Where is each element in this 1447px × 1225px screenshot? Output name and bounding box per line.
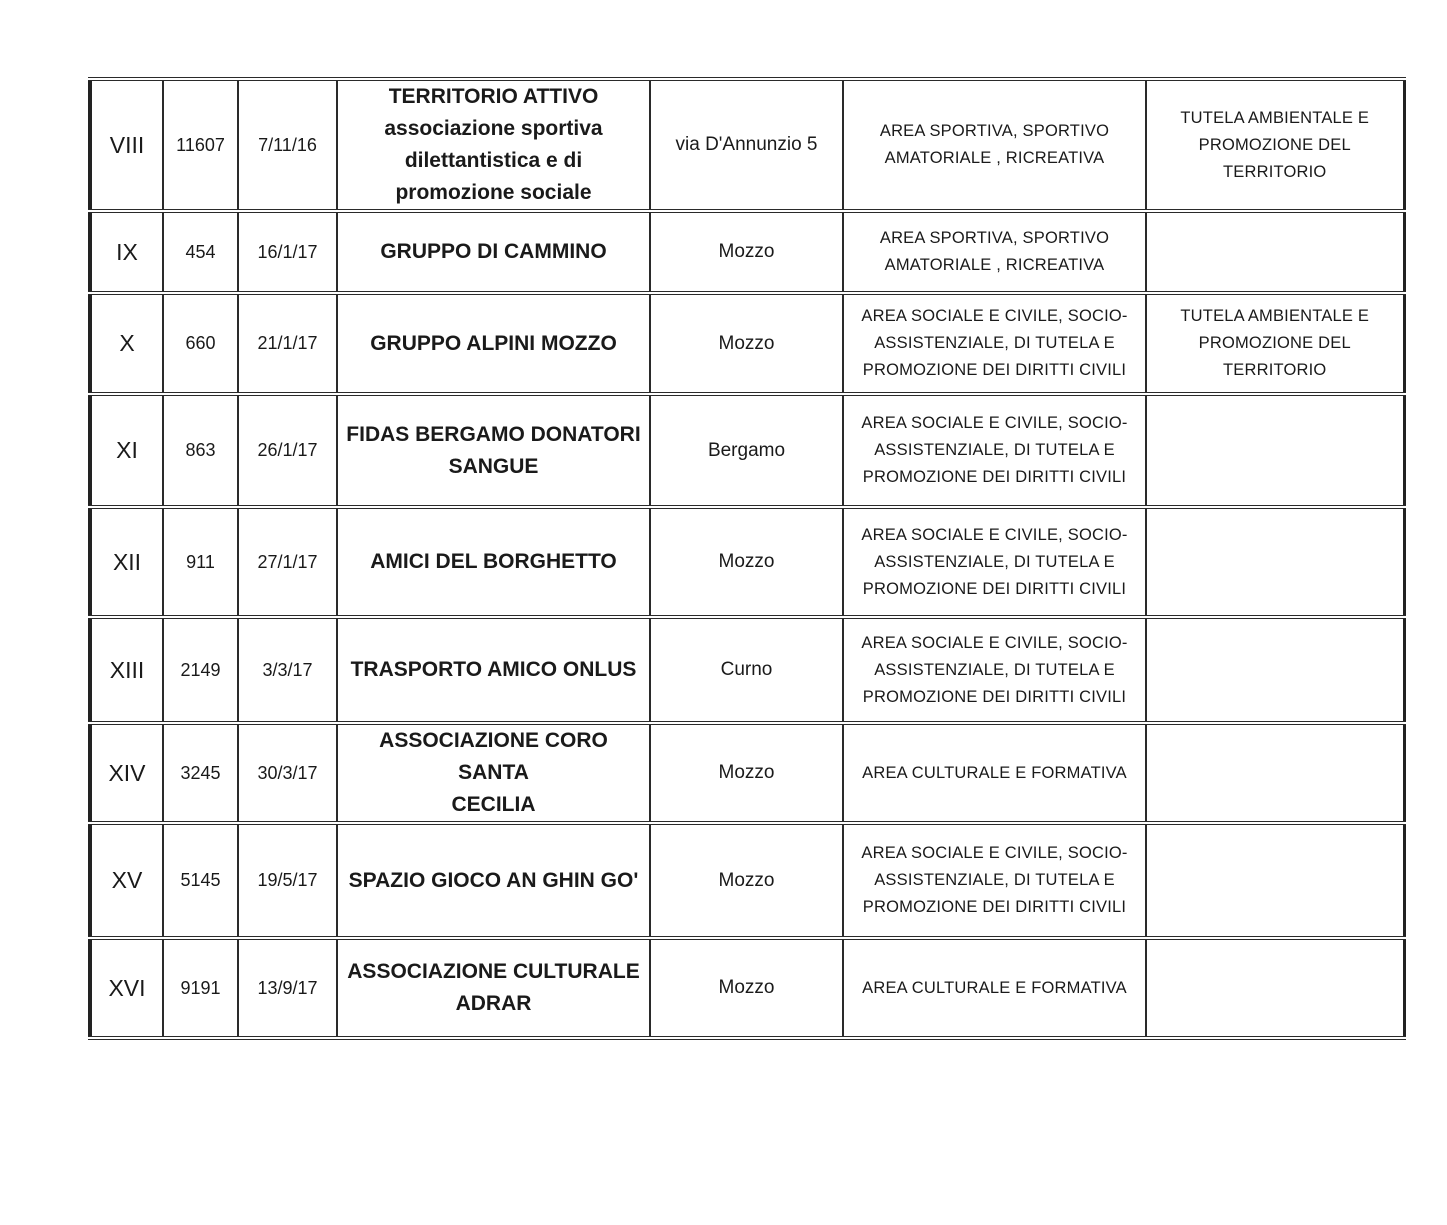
row-secondary-area [1146,211,1404,293]
row-secondary-area [1146,617,1404,723]
row-address: Mozzo [650,723,843,823]
row-secondary-area [1146,938,1404,1038]
table-row [90,507,1404,617]
row-association-name [337,211,650,293]
row-area: AREA SOCIALE E CIVILE, SOCIO-ASSISTENZIALE, DI TUTELA E PROMOZIONE DEI DIRITTI CIVILI [843,823,1146,938]
table-row [90,938,1404,1038]
row-secondary-area [1146,507,1404,617]
row-area: AREA SOCIALE E CIVILE, SOCIO-ASSISTENZIALE, DI TUTELA E PROMOZIONE DEI DIRITTI CIVILI [843,293,1146,394]
row-protocol-number: 660 [163,293,238,394]
association-name-line: SPAZIO GIOCO AN GHIN GO' [348,868,639,892]
association-name-line: GRUPPO ALPINI MOZZO [370,331,617,355]
row-address: Mozzo [650,507,843,617]
table-row [90,79,1404,211]
row-address: Mozzo [650,211,843,293]
row-secondary-area: TUTELA AMBIENTALE E PROMOZIONE DEL TERRITORIO [1146,79,1404,211]
row-roman-numeral: XIII [90,617,163,723]
row-date: 16/1/17 [238,211,337,293]
row-protocol-number: 863 [163,394,238,507]
row-date: 21/1/17 [238,293,337,394]
row-association-name [337,617,650,723]
row-roman-numeral: XII [90,507,163,617]
row-association-name [337,723,650,823]
row-protocol-number: 3245 [163,723,238,823]
row-association-name [337,79,650,211]
row-association-name [337,938,650,1038]
table-row [90,211,1404,293]
row-address: Curno [650,617,843,723]
row-roman-numeral: XVI [90,938,163,1038]
row-area: AREA CULTURALE E FORMATIVA [843,938,1146,1038]
row-date: 19/5/17 [238,823,337,938]
row-association-name [337,823,650,938]
row-roman-numeral: X [90,293,163,394]
row-date: 26/1/17 [238,394,337,507]
table-row [90,617,1404,723]
row-area: AREA SOCIALE E CIVILE, SOCIO-ASSISTENZIALE, DI TUTELA E PROMOZIONE DEI DIRITTI CIVILI [843,507,1146,617]
row-roman-numeral: XI [90,394,163,507]
row-roman-numeral: XV [90,823,163,938]
row-protocol-number: 454 [163,211,238,293]
row-protocol-number: 11607 [163,79,238,211]
row-secondary-area [1146,723,1404,823]
row-protocol-number: 5145 [163,823,238,938]
row-area: AREA SPORTIVA, SPORTIVO AMATORIALE , RICREATIVA [843,211,1146,293]
row-protocol-number: 2149 [163,617,238,723]
association-name-line: GRUPPO DI CAMMINO [380,240,607,263]
row-association-name [337,293,650,394]
association-name-line: CECILIA [451,793,536,816]
row-area: AREA SOCIALE E CIVILE, SOCIO-ASSISTENZIALE, DI TUTELA E PROMOZIONE DEI DIRITTI CIVILI [843,617,1146,723]
row-date: 3/3/17 [238,617,337,723]
association-name-line: promozione sociale [395,181,592,204]
association-register-table [88,77,1406,1040]
row-roman-numeral: VIII [90,79,163,211]
table-row [90,293,1404,394]
row-area: AREA SPORTIVA, SPORTIVO AMATORIALE , RICREATIVA [843,79,1146,211]
table-row [90,394,1404,507]
row-address: Bergamo [650,394,843,507]
association-name-line: associazione sportiva [384,117,603,140]
table-row [90,723,1404,823]
row-association-name [337,507,650,617]
row-roman-numeral: IX [90,211,163,293]
row-date: 7/11/16 [238,79,337,211]
association-name-line: TRASPORTO AMICO ONLUS [350,658,637,681]
row-secondary-area: TUTELA AMBIENTALE E PROMOZIONE DEL TERRITORIO [1146,293,1404,394]
association-name-line: ASSOCIAZIONE CORO SANTA [379,729,608,784]
association-name-line: ADRAR [455,992,532,1015]
row-address: Mozzo [650,293,843,394]
row-area: AREA SOCIALE E CIVILE, SOCIO-ASSISTENZIALE, DI TUTELA E PROMOZIONE DEI DIRITTI CIVILI [843,394,1146,507]
association-name-line: dilettantistica e di [404,149,583,172]
row-date: 30/3/17 [238,723,337,823]
row-roman-numeral: XIV [90,723,163,823]
row-address: Mozzo [650,823,843,938]
row-date: 27/1/17 [238,507,337,617]
row-association-name [337,394,650,507]
row-date: 13/9/17 [238,938,337,1038]
association-name-line: TERRITORIO ATTIVO [388,85,599,108]
row-address: via D'Annunzio 5 [650,79,843,211]
row-protocol-number: 9191 [163,938,238,1038]
association-name-line: SANGUE [448,454,539,478]
association-name-line: AMICI DEL BORGHETTO [370,550,617,573]
row-area: AREA CULTURALE E FORMATIVA [843,723,1146,823]
row-protocol-number: 911 [163,507,238,617]
row-secondary-area [1146,394,1404,507]
table-row [90,823,1404,938]
row-secondary-area [1146,823,1404,938]
row-address: Mozzo [650,938,843,1038]
association-name-line: ASSOCIAZIONE CULTURALE [347,960,640,983]
association-name-line: FIDAS BERGAMO DONATORI [346,422,641,446]
